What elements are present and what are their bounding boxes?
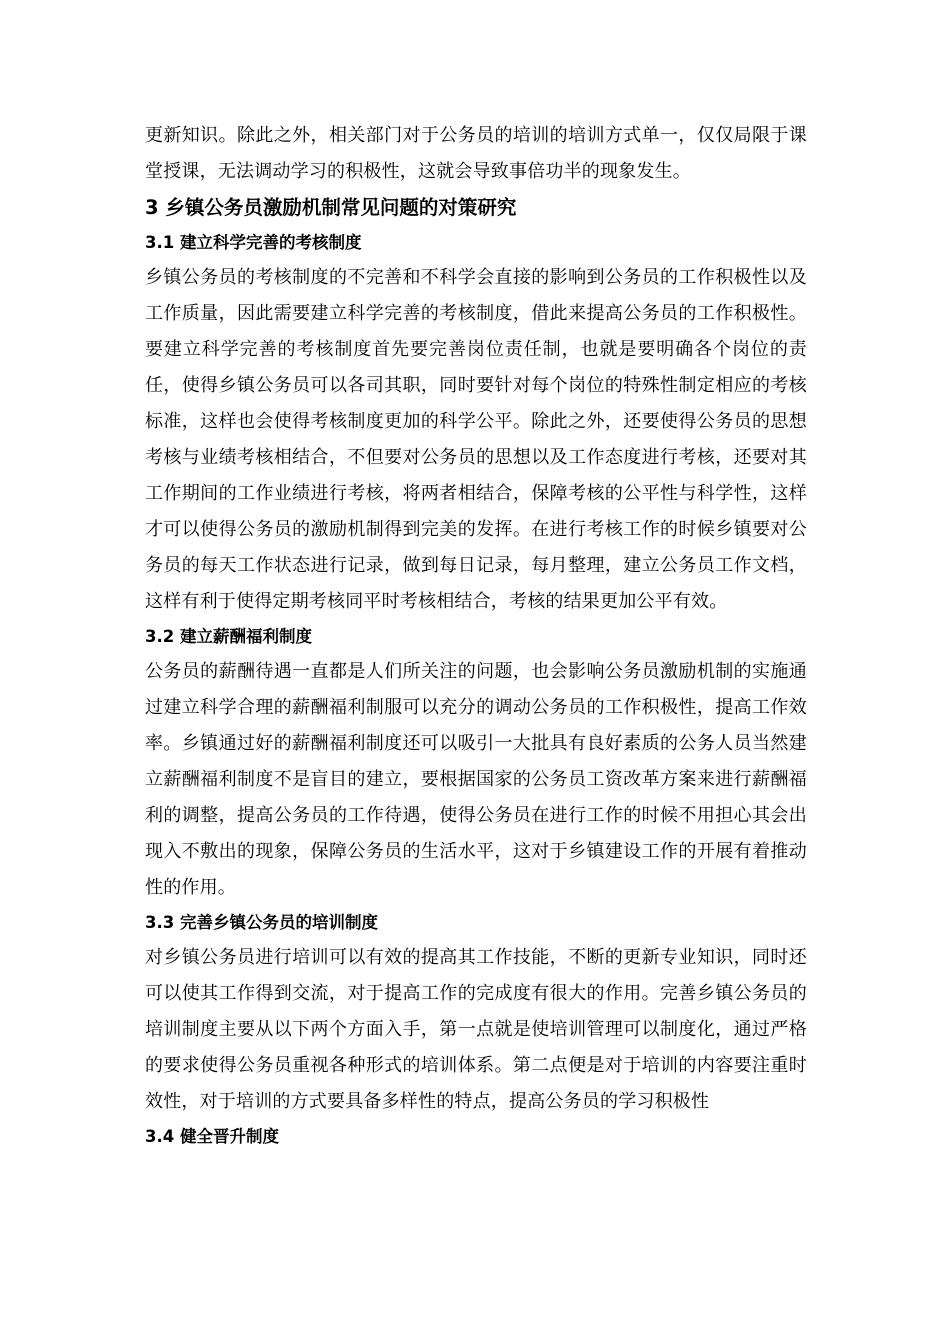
section-3-1-heading: 3.1 建立科学完善的考核制度 [145,233,362,252]
section-3-4-heading: 3.4 健全晋升制度 [145,1127,279,1146]
section-3-1-paragraph: 乡镇公务员的考核制度的不完善和不科学会直接的影响到公务员的工作积极性以及工作质量，因此需要建立科学完善的考核制度，借此来提高公务员的工作积极性。要建立科学完善的考核制度首先要完善岗位责任制，也就是要明确各个岗位的责任，使得乡镇公务员可以各司其职，同时要针对每个岗位的特殊性制定相应的考核标准，这样也会使得考核制度更加的科学公平。除此之外，还要使得公务员的思想考核与业绩考核相结合，不但要对公务员的思想以及工作态度进行考核，还要对其工作期间的工作业绩进行考核，将两者相结合，保障考核的公平性与科学性，这样才可以使得公务员的激励机制得到完美的发挥。在进行考核工作的时候乡镇要对公务员的每天工作状态进行记录，做到每日记录，每月整理，建立公务员工作文档，这样有利于使得定期考核同平时考核相结合，考核的结果更加公平有效。 [145,267,807,612]
section-3-3-paragraph: 对乡镇公务员进行培训可以有效的提高其工作技能，不断的更新专业知识，同时还可以使其工作得到交流，对于提高工作的完成度有很大的作用。完善乡镇公务员的培训制度主要从以下两个方面入手，第一点就是使培训管理可以制度化，通过严格的要求使得公务员重视各种形式的培训体系。第二点便是对于培训的内容要注重时效性，对于培训的方式要具备多样性的特点，提高公务员的学习积极性 [145,947,807,1112]
section-3-3-heading: 3.3 完善乡镇公务员的培训制度 [145,913,378,932]
section-3-heading: 3 乡镇公务员激励机制常见问题的对策研究 [145,196,517,219]
intro-paragraph: 更新知识。除此之外，相关部门对于公务员的培训的培训方式单一，仅仅局限于课堂授课，无法调动学习的积极性，这就会导致事倍功半的现象发生。 [145,125,807,182]
section-3-2-heading: 3.2 建立薪酬福利制度 [145,627,312,646]
document-body [145,118,807,1154]
section-3-2-paragraph: 公务员的薪酬待遇一直都是人们所关注的问题，也会影响公务员激励机制的实施通过建立科学合理的薪酬福利制服可以充分的调动公务员的工作积极性，提高工作效率。乡镇通过好的薪酬福利制度还可以吸引一大批具有良好素质的公务人员当然建立薪酬福利制度不是盲目的建立，要根据国家的公务员工资改革方案来进行薪酬福利的调整，提高公务员的工作待遇，使得公务员在进行工作的时候不用担心其会出现入不敷出的现象，保障公务员的生活水平，这对于乡镇建设工作的开展有着推动性的作用。 [145,661,807,898]
